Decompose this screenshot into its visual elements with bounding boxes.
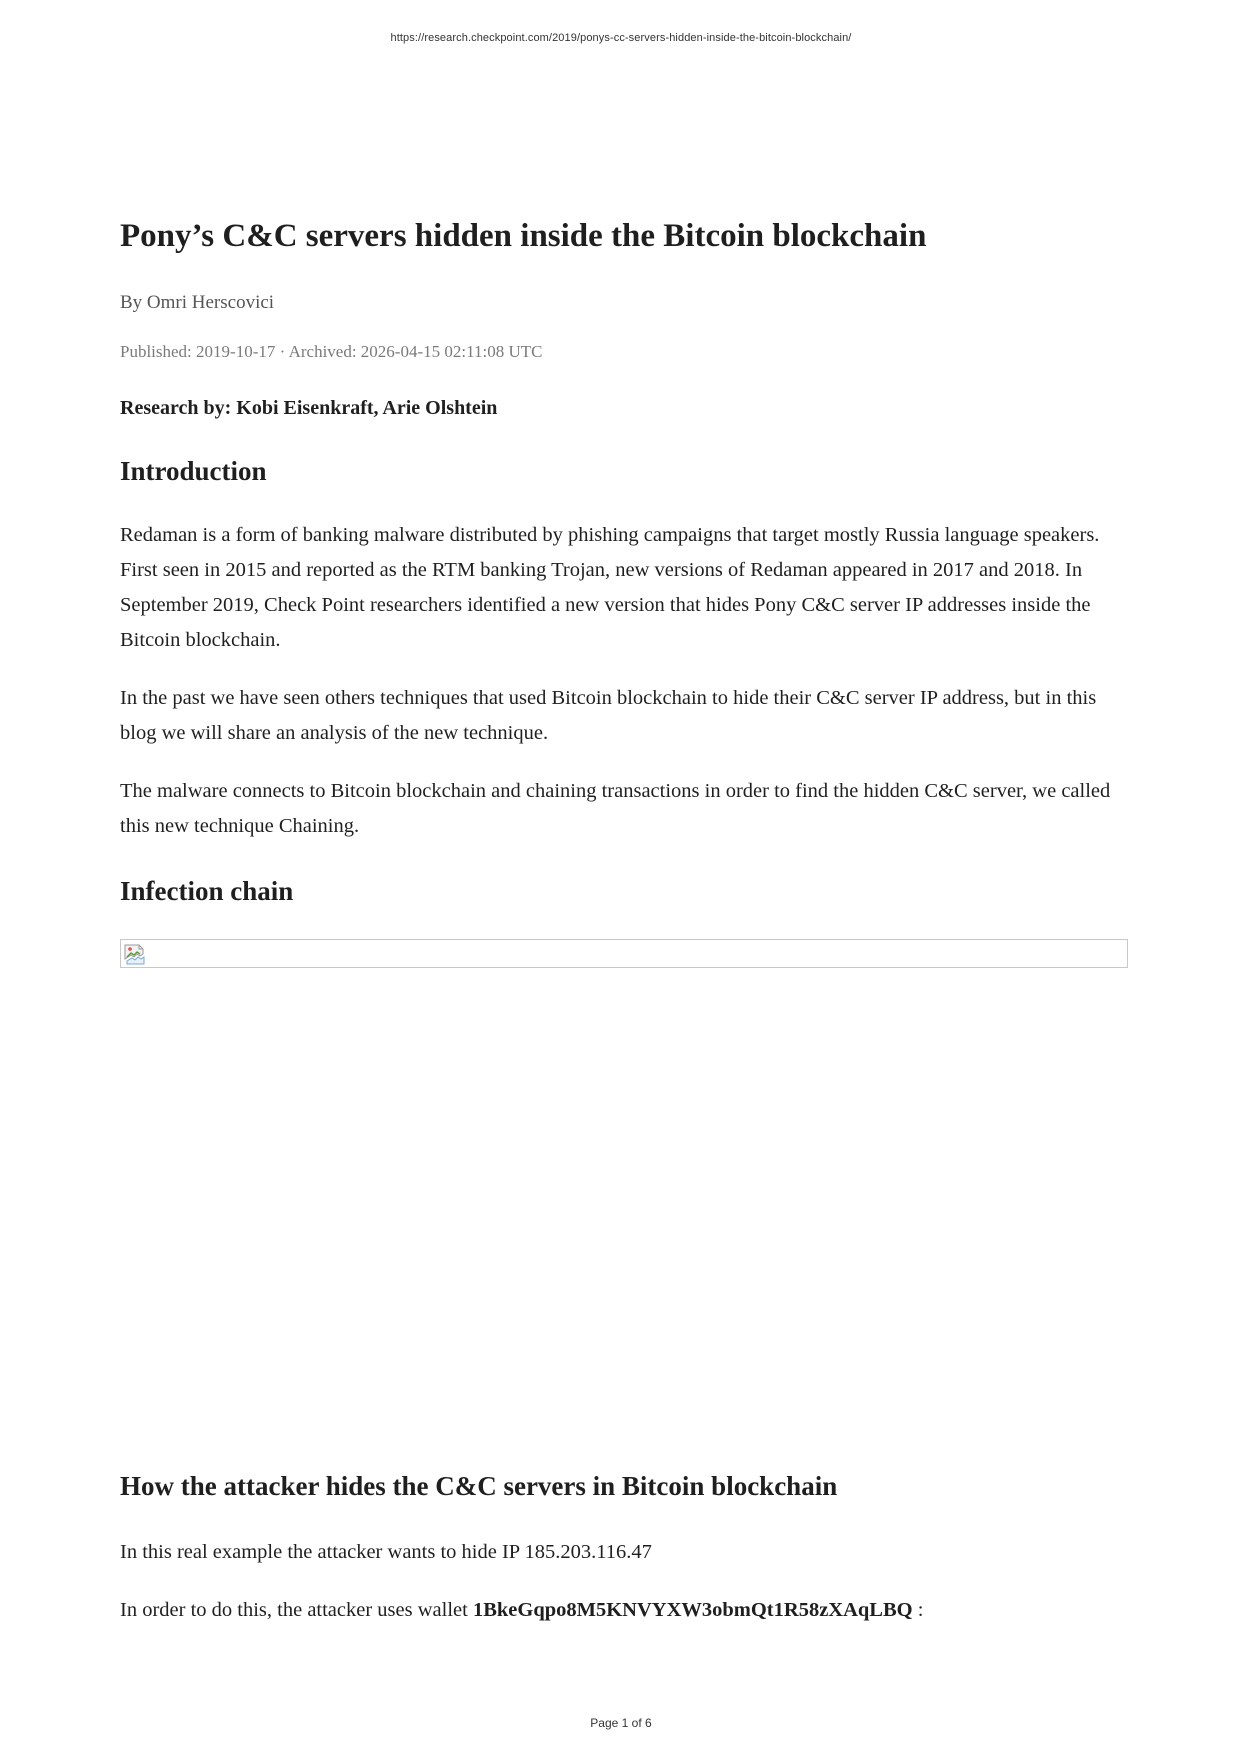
wallet-paragraph-suffix: : bbox=[912, 1599, 924, 1621]
research-credits: Research by: Kobi Eisenkraft, Arie Olshtein bbox=[120, 397, 498, 419]
hidden-ip-paragraph: In this real example the attacker wants to hide IP 185.203.116.47 bbox=[120, 1541, 652, 1563]
infection-chain-image bbox=[120, 939, 1128, 968]
broken-image-icon bbox=[123, 942, 149, 966]
infection-chain-heading: Infection chain bbox=[120, 876, 294, 906]
introduction-heading: Introduction bbox=[120, 456, 267, 486]
article-byline: By Omri Herscovici bbox=[120, 292, 275, 313]
hides-cc-heading: How the attacker hides the C&C servers in Bitcoin blockchain bbox=[120, 1471, 838, 1501]
wallet-paragraph-prefix: In order to do this, the attacker uses wallet bbox=[120, 1599, 473, 1621]
article-title: Pony’s C&C servers hidden inside the Bitcoin blockchain bbox=[120, 218, 927, 254]
intro-paragraph-2: In the past we have seen others techniques that used Bitcoin blockchain to hide their C&C server IP address, but in this blog we will share an analysis of the new technique. bbox=[120, 687, 1097, 744]
article-meta: Published: 2019-10-17 · Archived: 2026-04-15 02:11:08 UTC bbox=[120, 342, 543, 361]
wallet-address: 1BkeGqpo8M5KNVYXW3obmQt1R58zXAqLBQ bbox=[472, 1599, 913, 1621]
page-url: https://research.checkpoint.com/2019/ponys-cc-servers-hidden-inside-the-bitcoin-blockchain/ bbox=[390, 32, 852, 44]
intro-paragraph-1: Redaman is a form of banking malware distributed by phishing campaigns that target mostly Russia language speakers. First seen in 2015 and reported as the RTM banking Trojan, new versions of Redaman appeared in 2017 and 2018. In September 2019, Check Point researchers identified a new version that hides Pony C&C server IP addresses inside the Bitcoin blockchain. bbox=[120, 524, 1100, 651]
wallet-paragraph bbox=[120, 1593, 1130, 1628]
page-number: Page 1 of 6 bbox=[590, 1716, 652, 1730]
intro-paragraph-3: The malware connects to Bitcoin blockchain and chaining transactions in order to find the hidden C&C server, we called this new technique Chaining. bbox=[120, 780, 1111, 837]
